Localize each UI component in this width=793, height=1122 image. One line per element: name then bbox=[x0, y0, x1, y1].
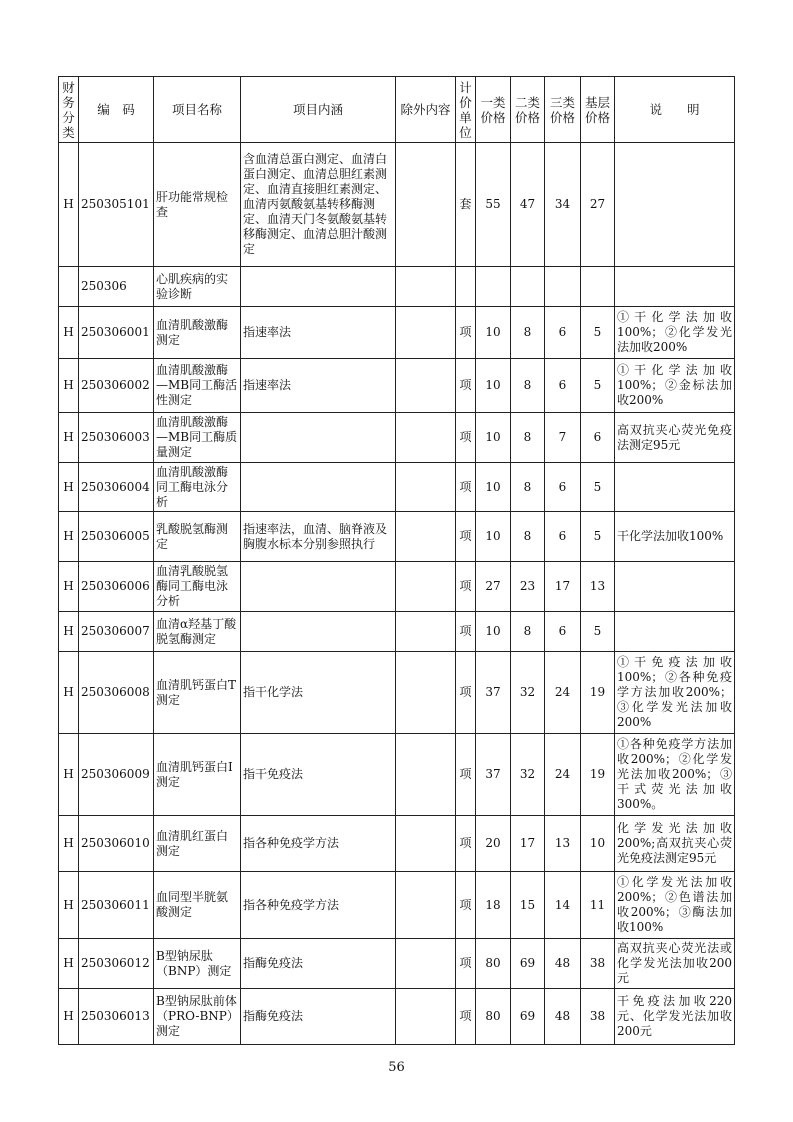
table-row bbox=[59, 734, 735, 816]
cell-code: 250305101 bbox=[79, 143, 154, 267]
cell-name: 乳酸脱氢酶测定 bbox=[154, 512, 241, 562]
cell-code: 250306003 bbox=[79, 413, 154, 463]
cell-p1 bbox=[476, 267, 511, 307]
cell-p4: 5 bbox=[581, 307, 615, 359]
cell-excl bbox=[396, 562, 456, 612]
cell-p3: 17 bbox=[545, 562, 581, 612]
cell-note bbox=[615, 143, 735, 267]
section-row bbox=[59, 267, 735, 307]
cell-unit: 项 bbox=[456, 359, 476, 413]
cell-p4: 19 bbox=[581, 734, 615, 816]
cell-p2: 8 bbox=[511, 413, 545, 463]
cell-note: ①各种免疫学方法加收200%；②化学发光法加收200%；③干式荧光法加收300%。 bbox=[615, 734, 735, 816]
cell-note: ①干免疫法加收100%；②各种免疫学方法加收200%；③化学发光法加收200% bbox=[615, 652, 735, 734]
table-row bbox=[59, 307, 735, 359]
cell-note: ①干化学法加收100%；②金标法加收200% bbox=[615, 359, 735, 413]
cell-excl bbox=[396, 359, 456, 413]
cell-excl bbox=[396, 734, 456, 816]
cell-name: B型钠尿肽（BNP）测定 bbox=[154, 939, 241, 989]
page-number: 56 bbox=[388, 1060, 405, 1075]
cell-p1: 10 bbox=[476, 359, 511, 413]
cell-content: 指酶免疫法 bbox=[241, 939, 396, 989]
header-row bbox=[59, 77, 735, 143]
cell-p4: 5 bbox=[581, 359, 615, 413]
cell-content: 指速率法，血清、脑脊液及胸腹水标本分别参照执行 bbox=[241, 512, 396, 562]
cell-cat: H bbox=[59, 307, 79, 359]
cell-code: 250306004 bbox=[79, 463, 154, 512]
cell-p2: 8 bbox=[511, 307, 545, 359]
table-row bbox=[59, 652, 735, 734]
cell-code: 250306001 bbox=[79, 307, 154, 359]
cell-name: 心肌疾病的实验诊断 bbox=[154, 267, 241, 307]
cell-cat bbox=[59, 267, 79, 307]
cell-p3: 6 bbox=[545, 512, 581, 562]
cell-code: 250306012 bbox=[79, 939, 154, 989]
cell-unit: 项 bbox=[456, 939, 476, 989]
cell-unit: 项 bbox=[456, 463, 476, 512]
cell-p4: 19 bbox=[581, 652, 615, 734]
cell-note bbox=[615, 463, 735, 512]
cell-name: 肝功能常规检查 bbox=[154, 143, 241, 267]
cell-p3: 6 bbox=[545, 463, 581, 512]
cell-name: 血清肌酸激酶—MB同工酶质量测定 bbox=[154, 413, 241, 463]
cell-p4: 5 bbox=[581, 463, 615, 512]
header-cell: 计价单位 bbox=[456, 77, 476, 143]
table-row bbox=[59, 413, 735, 463]
cell-note: 高双抗夹心荧光法或化学发光法加收200元 bbox=[615, 939, 735, 989]
cell-p1: 10 bbox=[476, 512, 511, 562]
cell-content: 含血清总蛋白测定、血清白蛋白测定、血清总胆红素测定、血清直接胆红素测定、血清丙氨酸氨基转移酶测定、血清天门冬氨酸氨基转移酶测定、血清总胆汁酸测定 bbox=[241, 143, 396, 267]
cell-unit: 项 bbox=[456, 307, 476, 359]
table-row bbox=[59, 562, 735, 612]
cell-note: 干免疫法加收220元、化学发光法加收200元 bbox=[615, 989, 735, 1045]
cell-code: 250306009 bbox=[79, 734, 154, 816]
cell-cat: H bbox=[59, 512, 79, 562]
cell-p4: 38 bbox=[581, 939, 615, 989]
cell-p4: 5 bbox=[581, 612, 615, 652]
cell-p4: 10 bbox=[581, 816, 615, 872]
cell-cat: H bbox=[59, 939, 79, 989]
cell-cat: H bbox=[59, 816, 79, 872]
cell-p4: 11 bbox=[581, 872, 615, 939]
cell-cat: H bbox=[59, 143, 79, 267]
cell-content: 指各种免疫学方法 bbox=[241, 872, 396, 939]
cell-note: 高双抗夹心荧光免疫法测定95元 bbox=[615, 413, 735, 463]
cell-excl bbox=[396, 652, 456, 734]
cell-p2: 32 bbox=[511, 652, 545, 734]
cell-p3: 13 bbox=[545, 816, 581, 872]
header-cell: 说 明 bbox=[615, 77, 735, 143]
cell-code: 250306011 bbox=[79, 872, 154, 939]
cell-p3 bbox=[545, 267, 581, 307]
cell-p1: 37 bbox=[476, 734, 511, 816]
cell-p4: 38 bbox=[581, 989, 615, 1045]
cell-p2: 69 bbox=[511, 939, 545, 989]
cell-code: 250306008 bbox=[79, 652, 154, 734]
cell-p3: 48 bbox=[545, 939, 581, 989]
cell-excl bbox=[396, 872, 456, 939]
cell-cat: H bbox=[59, 612, 79, 652]
cell-p2: 8 bbox=[511, 612, 545, 652]
cell-p1: 80 bbox=[476, 989, 511, 1045]
cell-p1: 10 bbox=[476, 463, 511, 512]
cell-p3: 24 bbox=[545, 652, 581, 734]
header-cell: 项目内涵 bbox=[241, 77, 396, 143]
cell-p2: 47 bbox=[511, 143, 545, 267]
cell-p3: 24 bbox=[545, 734, 581, 816]
cell-unit: 项 bbox=[456, 989, 476, 1045]
cell-p2: 17 bbox=[511, 816, 545, 872]
cell-note: 化学发光法加收200%;高双抗夹心荧光免疫法测定95元 bbox=[615, 816, 735, 872]
table-row bbox=[59, 512, 735, 562]
table-row bbox=[59, 143, 735, 267]
cell-content: 指干化学法 bbox=[241, 652, 396, 734]
cell-p1: 27 bbox=[476, 562, 511, 612]
cell-excl bbox=[396, 939, 456, 989]
cell-p4: 5 bbox=[581, 512, 615, 562]
cell-excl bbox=[396, 612, 456, 652]
cell-p4: 6 bbox=[581, 413, 615, 463]
cell-content bbox=[241, 463, 396, 512]
cell-name: 血同型半胱氨酸测定 bbox=[154, 872, 241, 939]
header-cell: 基层价格 bbox=[581, 77, 615, 143]
cell-excl bbox=[396, 267, 456, 307]
cell-p2 bbox=[511, 267, 545, 307]
cell-p1: 55 bbox=[476, 143, 511, 267]
cell-excl bbox=[396, 307, 456, 359]
table-row bbox=[59, 612, 735, 652]
cell-unit: 项 bbox=[456, 816, 476, 872]
cell-name: 血清α羟基丁酸脱氢酶测定 bbox=[154, 612, 241, 652]
cell-content: 指速率法 bbox=[241, 307, 396, 359]
cell-p1: 20 bbox=[476, 816, 511, 872]
cell-cat: H bbox=[59, 413, 79, 463]
cell-cat: H bbox=[59, 562, 79, 612]
cell-content: 指速率法 bbox=[241, 359, 396, 413]
cell-unit: 项 bbox=[456, 612, 476, 652]
cell-name: 血清肌钙蛋白Ⅰ测定 bbox=[154, 734, 241, 816]
cell-cat: H bbox=[59, 872, 79, 939]
header-cell: 编 码 bbox=[79, 77, 154, 143]
cell-name: 血清肌钙蛋白T测定 bbox=[154, 652, 241, 734]
cell-p1: 10 bbox=[476, 413, 511, 463]
cell-code: 250306005 bbox=[79, 512, 154, 562]
header-cell: 项目名称 bbox=[154, 77, 241, 143]
cell-p1: 10 bbox=[476, 307, 511, 359]
cell-p2: 32 bbox=[511, 734, 545, 816]
cell-note: 干化学法加收100% bbox=[615, 512, 735, 562]
cell-cat: H bbox=[59, 359, 79, 413]
cell-note: ①干化学法加收100%；②化学发光法加收200% bbox=[615, 307, 735, 359]
cell-content bbox=[241, 562, 396, 612]
cell-cat: H bbox=[59, 989, 79, 1045]
cell-content bbox=[241, 267, 396, 307]
table-row bbox=[59, 939, 735, 989]
cell-note: ①化学发光法加收200%；②色谱法加收200%；③酶法加收100% bbox=[615, 872, 735, 939]
cell-unit: 项 bbox=[456, 652, 476, 734]
cell-p2: 23 bbox=[511, 562, 545, 612]
header-cell: 三类价格 bbox=[545, 77, 581, 143]
cell-p1: 37 bbox=[476, 652, 511, 734]
cell-cat: H bbox=[59, 652, 79, 734]
cell-note bbox=[615, 612, 735, 652]
cell-unit bbox=[456, 267, 476, 307]
cell-code: 250306013 bbox=[79, 989, 154, 1045]
cell-p3: 48 bbox=[545, 989, 581, 1045]
cell-p3: 6 bbox=[545, 612, 581, 652]
cell-cat: H bbox=[59, 734, 79, 816]
cell-unit: 项 bbox=[456, 872, 476, 939]
cell-p3: 6 bbox=[545, 307, 581, 359]
cell-p4 bbox=[581, 267, 615, 307]
header-cell: 财务分类 bbox=[59, 77, 79, 143]
cell-code: 250306007 bbox=[79, 612, 154, 652]
cell-excl bbox=[396, 512, 456, 562]
cell-unit: 项 bbox=[456, 562, 476, 612]
price-table bbox=[58, 76, 735, 1045]
cell-p4: 27 bbox=[581, 143, 615, 267]
cell-excl bbox=[396, 413, 456, 463]
table-row bbox=[59, 816, 735, 872]
table-row bbox=[59, 872, 735, 939]
table-row bbox=[59, 989, 735, 1045]
header-cell: 二类价格 bbox=[511, 77, 545, 143]
cell-p3: 7 bbox=[545, 413, 581, 463]
cell-name: 血清肌红蛋白测定 bbox=[154, 816, 241, 872]
cell-p3: 34 bbox=[545, 143, 581, 267]
cell-name: 血清乳酸脱氢酶同工酶电泳分析 bbox=[154, 562, 241, 612]
cell-excl bbox=[396, 463, 456, 512]
table-row bbox=[59, 463, 735, 512]
cell-code: 250306002 bbox=[79, 359, 154, 413]
cell-p2: 8 bbox=[511, 463, 545, 512]
cell-name: B型钠尿肽前体（PRO-BNP）测定 bbox=[154, 989, 241, 1045]
cell-unit: 套 bbox=[456, 143, 476, 267]
cell-excl bbox=[396, 816, 456, 872]
header-cell: 除外内容 bbox=[396, 77, 456, 143]
cell-unit: 项 bbox=[456, 512, 476, 562]
cell-p1: 18 bbox=[476, 872, 511, 939]
cell-code: 250306006 bbox=[79, 562, 154, 612]
table-row bbox=[59, 359, 735, 413]
cell-p2: 69 bbox=[511, 989, 545, 1045]
cell-name: 血清肌酸激酶测定 bbox=[154, 307, 241, 359]
cell-p1: 80 bbox=[476, 939, 511, 989]
cell-unit: 项 bbox=[456, 413, 476, 463]
cell-unit: 项 bbox=[456, 734, 476, 816]
cell-name: 血清肌酸激酶同工酶电泳分析 bbox=[154, 463, 241, 512]
cell-cat: H bbox=[59, 463, 79, 512]
cell-code: 250306010 bbox=[79, 816, 154, 872]
cell-content: 指各种免疫学方法 bbox=[241, 816, 396, 872]
cell-note bbox=[615, 562, 735, 612]
cell-excl bbox=[396, 143, 456, 267]
cell-p1: 10 bbox=[476, 612, 511, 652]
cell-excl bbox=[396, 989, 456, 1045]
cell-p3: 6 bbox=[545, 359, 581, 413]
cell-content: 指干免疫法 bbox=[241, 734, 396, 816]
cell-content bbox=[241, 612, 396, 652]
cell-note bbox=[615, 267, 735, 307]
cell-name: 血清肌酸激酶—MB同工酶活性测定 bbox=[154, 359, 241, 413]
header-cell: 一类价格 bbox=[476, 77, 511, 143]
cell-code: 250306 bbox=[79, 267, 154, 307]
cell-p2: 8 bbox=[511, 359, 545, 413]
cell-content: 指酶免疫法 bbox=[241, 989, 396, 1045]
cell-p2: 15 bbox=[511, 872, 545, 939]
cell-p3: 14 bbox=[545, 872, 581, 939]
cell-content bbox=[241, 413, 396, 463]
cell-p2: 8 bbox=[511, 512, 545, 562]
cell-p4: 13 bbox=[581, 562, 615, 612]
